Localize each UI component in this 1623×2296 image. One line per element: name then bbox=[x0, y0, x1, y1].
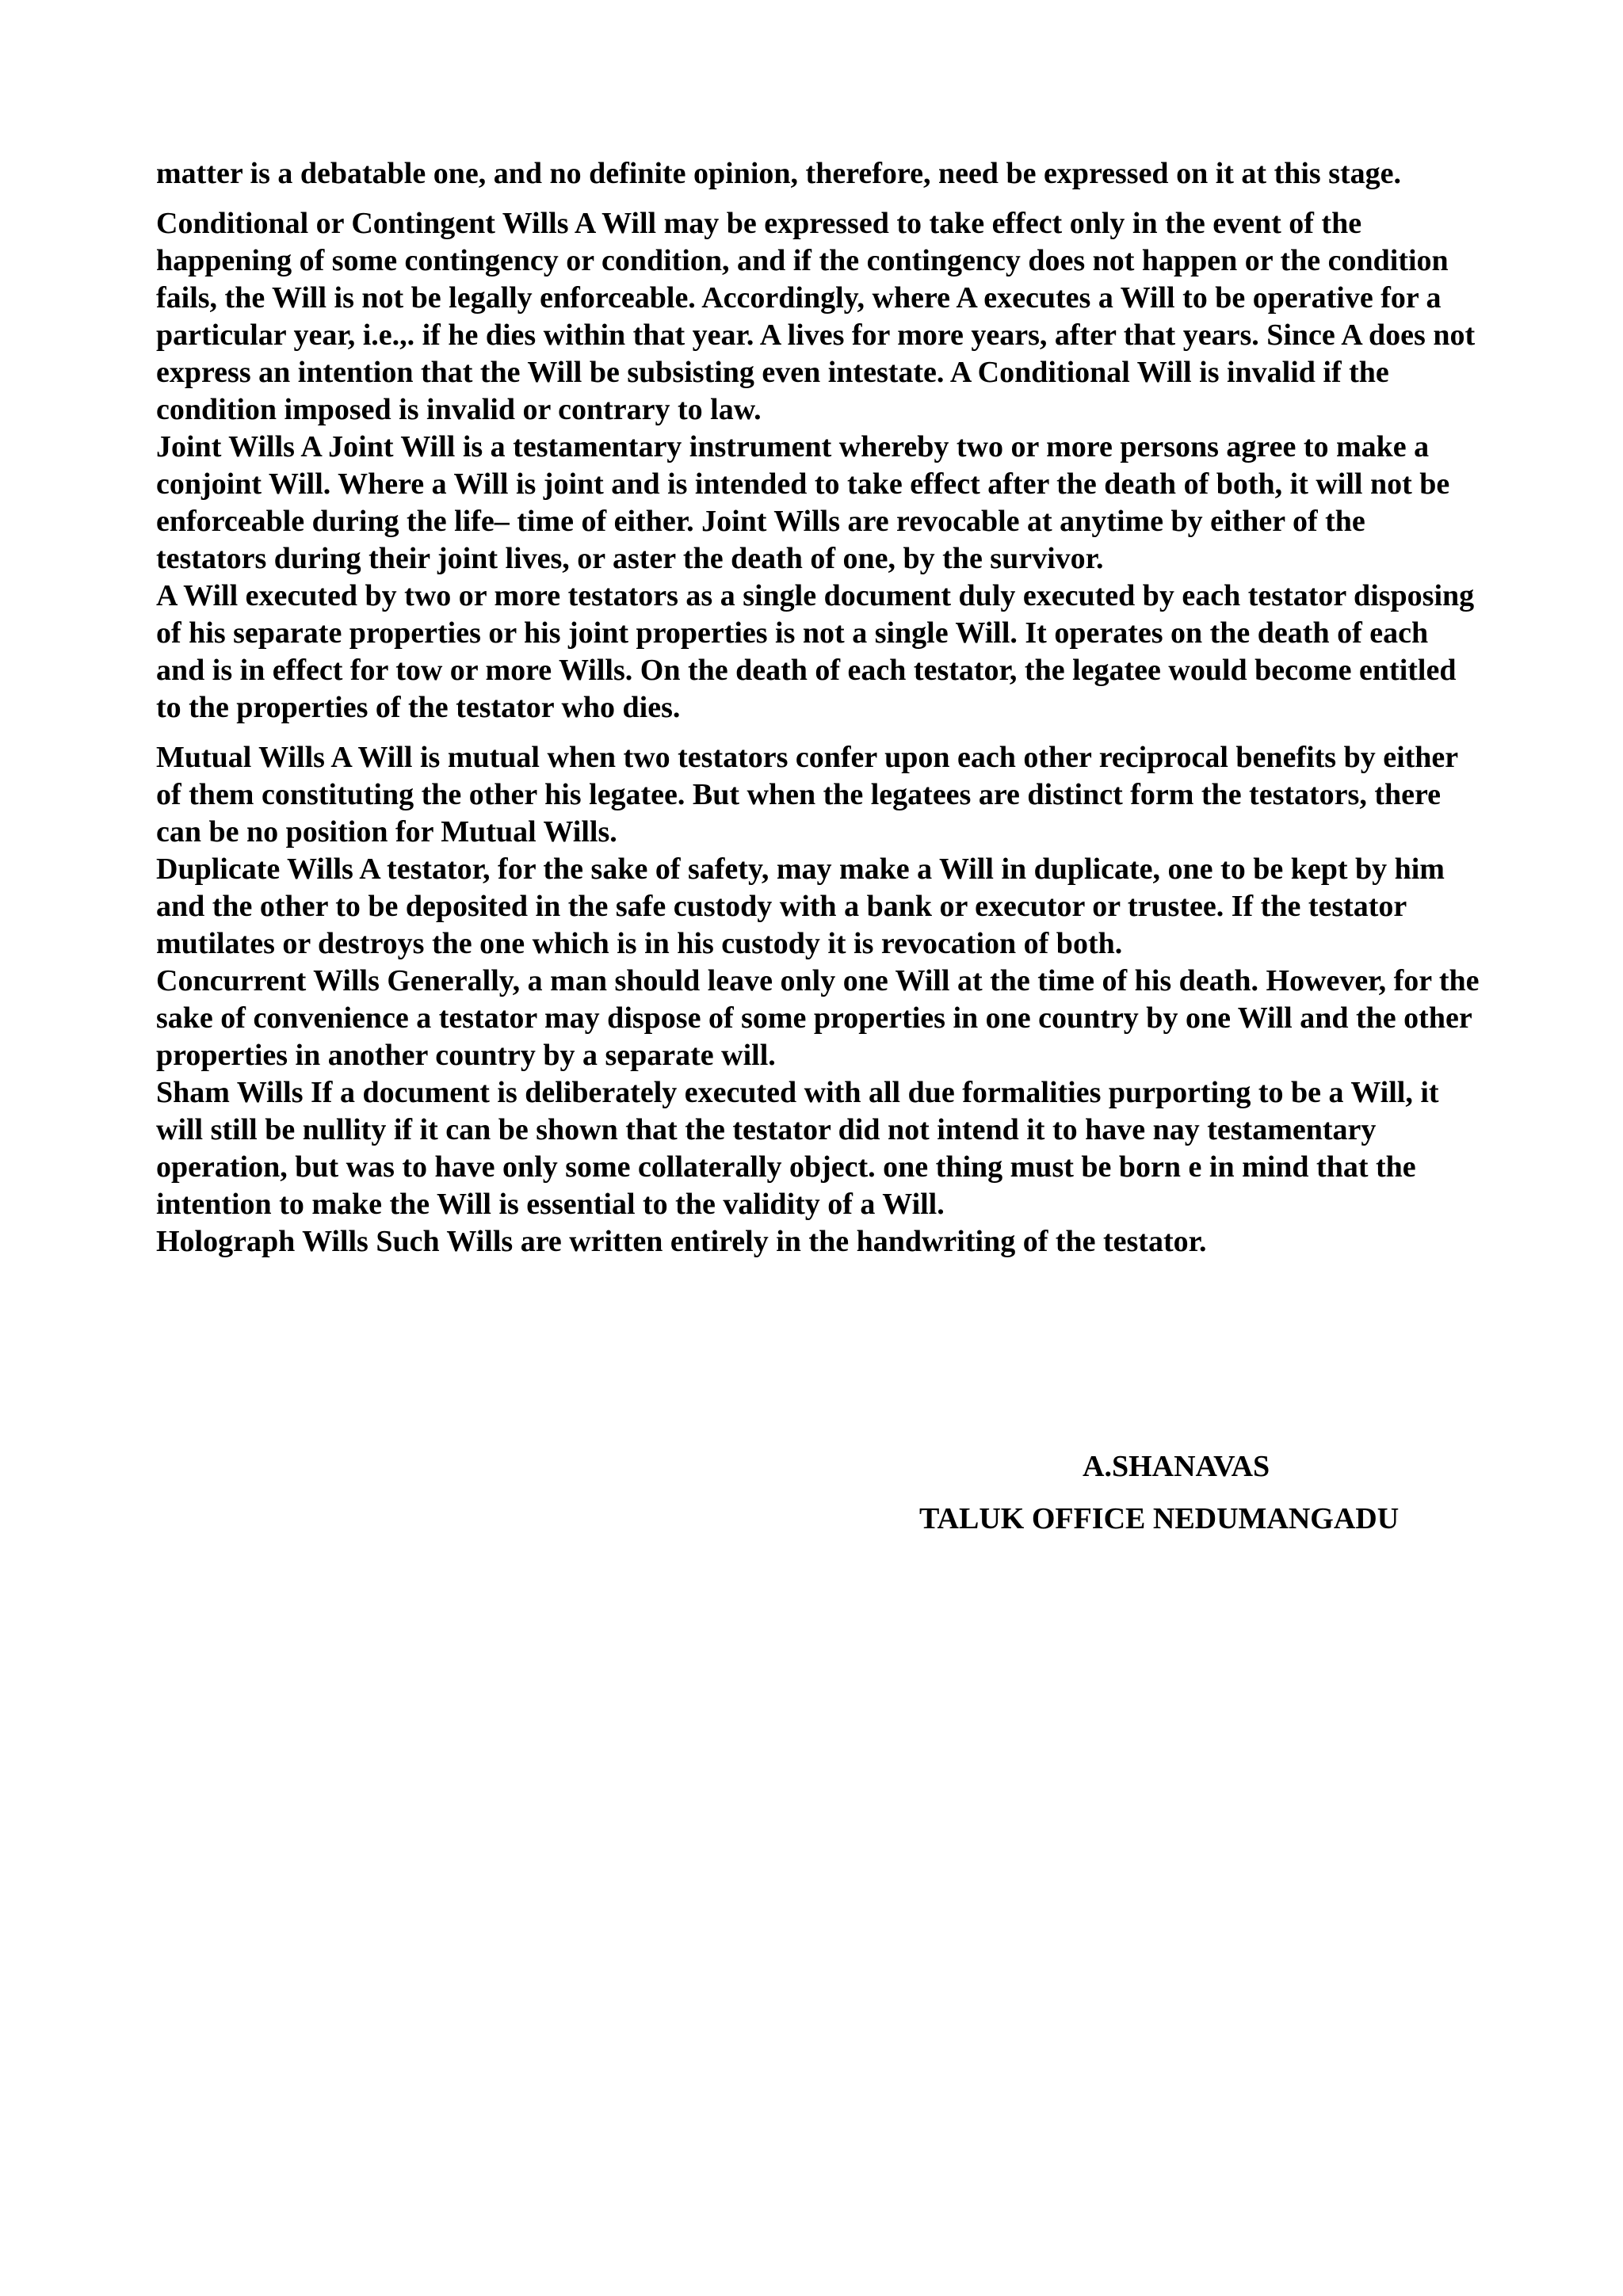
paragraph-joint-wills: Joint Wills A Joint Will is a testamentary instrument whereby two or more persons agree to make a conjoint Will. Where a Will is joint and is intended to take effect after the death of both, it will not be enforceable during the life– time of either. Joint Wills are revocable at anytime by either of the testators during their joint lives, or aster the death of one, by the survivor. bbox=[156, 430, 1450, 575]
paragraph-conditional-wills: Conditional or Contingent Wills A Will may be expressed to take effect only in the event of the happening of some contingency or condition, and if the contingency does not happen or the condition fails, the Will is not be legally enforceable. Accordingly, where A executes a Will to be operative for a particular year, i.e.,. if he dies within that year. A lives for more years, after that years. Since A does not express an intention that the Will be subsisting even intestate. A Conditional Will is invalid if the condition imposed is invalid or contrary to law. bbox=[156, 207, 1476, 426]
paragraph-mutual-wills: Mutual Wills A Will is mutual when two testators confer upon each other reciprocal benefits by either of them constituting the other his legatee. But when the legatees are distinct form the testators, there can be no position for Mutual Wills. bbox=[156, 741, 1458, 849]
paragraph-debatable-matter: matter is a debatable one, and no definite opinion, therefore, need be expressed on it at this stage. bbox=[156, 157, 1402, 190]
signatory-office: TALUK OFFICE NEDUMANGADU bbox=[919, 1502, 1400, 1535]
paragraph-single-document-wills: A Will executed by two or more testators as a single document duly executed by each testator disposing of his separate properties or his joint properties is not a single Will. It operates on the death of each and is in effect for tow or more Wills. On the death of each testator, the legatee would become entitled to the properties of the testator who dies. bbox=[156, 579, 1475, 724]
paragraph-concurrent-wills: Concurrent Wills Generally, a man should leave only one Will at the time of his death. However, for the sake of convenience a testator may dispose of some properties in one country by one Will and the other properties in another country by a separate will. bbox=[156, 964, 1480, 1072]
paragraph-duplicate-wills: Duplicate Wills A testator, for the sake of safety, may make a Will in duplicate, one to be kept by him and the other to be deposited in the safe custody with a bank or executor or trustee. If the testator mutilates or destroys the one which is in his custody it is revocation of both. bbox=[156, 852, 1445, 960]
paragraph-holograph-wills: Holograph Wills Such Wills are written entirely in the handwriting of the testator. bbox=[156, 1225, 1207, 1258]
paragraph-sham-wills: Sham Wills If a document is deliberately executed with all due formalities purporting to be a Will, it will still be nullity if it can be shown that the testator did not intend it to have nay testamentary operation, but was to have only some collaterally object. one thing must be born e in mind that the intention to make the Will is essential to the validity of a Will. bbox=[156, 1076, 1439, 1221]
document-body bbox=[156, 155, 1480, 1261]
signatory-name: A.SHANAVAS bbox=[1083, 1450, 1270, 1483]
